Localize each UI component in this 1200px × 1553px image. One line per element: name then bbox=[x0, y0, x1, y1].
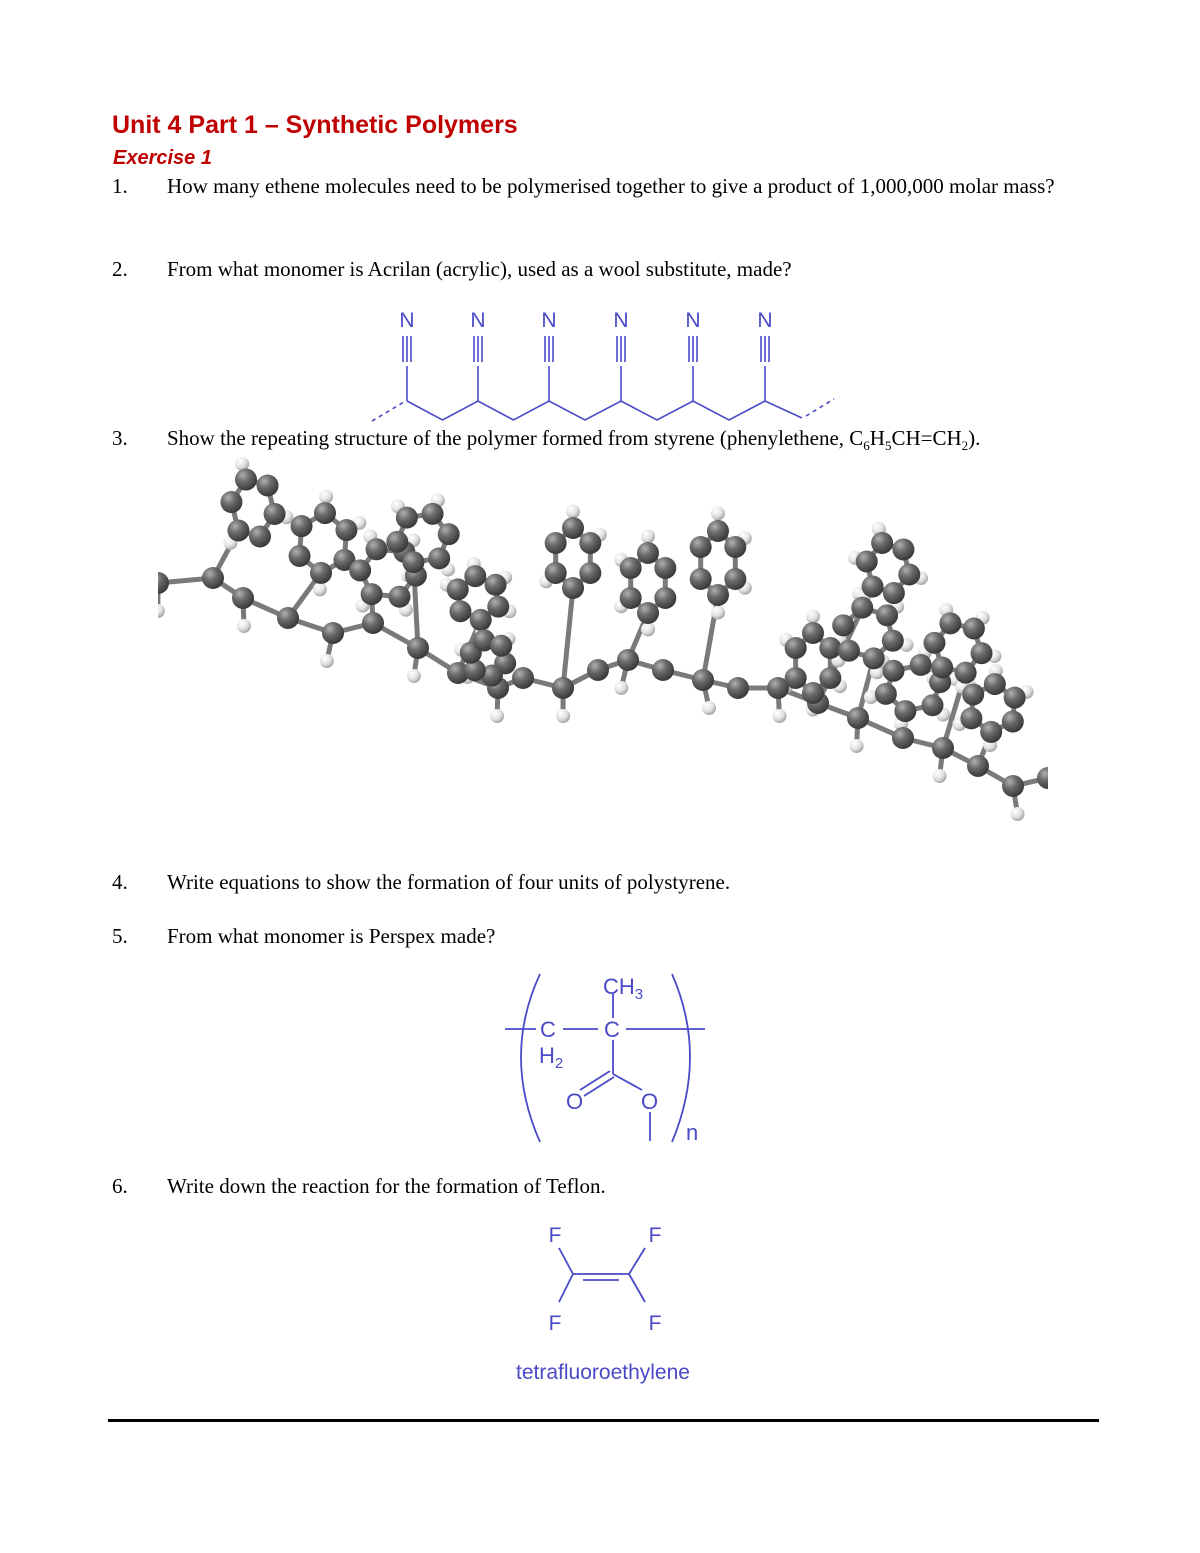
carbon-atom bbox=[652, 659, 674, 681]
carbon-atom bbox=[724, 536, 746, 558]
carbon-atom bbox=[1037, 767, 1048, 789]
carbon-atom bbox=[637, 602, 659, 624]
carbon-atom bbox=[220, 491, 242, 513]
left-bracket bbox=[521, 974, 540, 1142]
carbon-atom bbox=[335, 519, 357, 541]
carbon-atom bbox=[690, 536, 712, 558]
hydrogen-atom bbox=[641, 530, 655, 544]
fluorine-label: F bbox=[548, 1224, 562, 1247]
question-text: From what monomer is Acrilan (acrylic), used as a wool substitute, made? bbox=[167, 257, 792, 281]
hydrogen-atom bbox=[320, 654, 334, 668]
right-bracket bbox=[672, 974, 690, 1142]
carbon-atom bbox=[447, 578, 469, 600]
question-4 bbox=[112, 868, 1092, 897]
question-1 bbox=[112, 172, 1092, 201]
carbon-atom bbox=[620, 587, 642, 609]
carbon-atom bbox=[361, 583, 383, 605]
carbon-atom bbox=[428, 547, 450, 569]
quaternary-carbon-label: C bbox=[604, 1017, 620, 1042]
q3-sub-5: 5 bbox=[884, 438, 892, 454]
carbon-atom bbox=[707, 520, 729, 542]
carbon-atom bbox=[692, 669, 714, 691]
carbon-atom bbox=[1004, 687, 1026, 709]
carbon-atom bbox=[923, 632, 945, 654]
carbon-atom bbox=[862, 576, 884, 598]
hydrogen-atom bbox=[490, 709, 504, 723]
carbon-atom bbox=[202, 567, 224, 589]
page-title: Unit 4 Part 1 – Synthetic Polymers bbox=[112, 111, 518, 139]
carbon-atom bbox=[875, 683, 897, 705]
carbon-atom bbox=[654, 587, 676, 609]
carbon-atom bbox=[264, 503, 286, 525]
carbon-atom bbox=[362, 612, 384, 634]
question-text: Write down the reaction for the formation of Teflon. bbox=[167, 1174, 606, 1198]
hydrogen-atom bbox=[711, 506, 725, 520]
carbon-atom bbox=[386, 531, 408, 553]
carbon-atom bbox=[832, 614, 854, 636]
question-number: 5. bbox=[112, 924, 128, 948]
carbon-atom bbox=[227, 519, 249, 541]
question-text: Write equations to show the formation of four units of polystyrene. bbox=[167, 870, 731, 894]
carbon-atom bbox=[407, 637, 429, 659]
bond-f-top-left bbox=[559, 1248, 573, 1274]
carbon-atom bbox=[871, 532, 893, 554]
carbon-atom bbox=[545, 532, 567, 554]
question-number: 2. bbox=[112, 257, 128, 281]
carbon-atom bbox=[422, 503, 444, 525]
carbon-atom bbox=[898, 564, 920, 586]
hydrogen-atom bbox=[556, 709, 570, 723]
carbon-atom bbox=[158, 572, 169, 594]
tetrafluoroethylene-caption: tetrafluoroethylene bbox=[516, 1361, 690, 1384]
hydrogen-atom bbox=[702, 701, 716, 715]
carbon-atom bbox=[883, 582, 905, 604]
carbon-atom bbox=[984, 673, 1006, 695]
hydrogen-atom bbox=[933, 769, 947, 783]
carbon-atom bbox=[490, 635, 512, 657]
hydrogen-atom bbox=[641, 623, 655, 637]
carbon-atom bbox=[389, 586, 411, 608]
carbon-atom bbox=[876, 604, 898, 626]
carbon-atom bbox=[892, 538, 914, 560]
carbon-atom bbox=[512, 667, 534, 689]
carbon-atom bbox=[562, 517, 584, 539]
q3-text-ch: CH=CH bbox=[891, 426, 962, 450]
q3-text-h: H bbox=[869, 426, 885, 450]
carbon-atom bbox=[637, 542, 659, 564]
carbon-atom bbox=[470, 609, 492, 631]
bond-f-top-right bbox=[629, 1248, 645, 1274]
question-number: 6. bbox=[112, 1174, 128, 1198]
carbonyl-oxygen-label: O bbox=[566, 1089, 584, 1114]
nitrogen-label: N bbox=[757, 309, 773, 332]
carbon-atom bbox=[314, 502, 336, 524]
hydrogen-atom bbox=[806, 610, 820, 624]
carbon-atom bbox=[971, 642, 993, 664]
chain-continuation-right bbox=[806, 399, 834, 416]
carbon-atom bbox=[349, 559, 371, 581]
q3-text-before: Show the repeating structure of the polymer formed from styrene (phenylethene, C bbox=[167, 426, 864, 450]
hydrogen-atom bbox=[319, 490, 333, 504]
bond-c-o bbox=[613, 1074, 642, 1090]
acrilan-structure-figure bbox=[360, 298, 840, 428]
ch2-carbon-label: C bbox=[540, 1017, 556, 1042]
carbon-atom bbox=[802, 622, 824, 644]
double-bond-o-1 bbox=[580, 1071, 610, 1090]
question-6 bbox=[112, 1172, 1092, 1201]
hydrogen-atom bbox=[711, 606, 725, 620]
carbon-atom bbox=[962, 683, 984, 705]
carbon-atom bbox=[310, 562, 332, 584]
perspex-structure-figure bbox=[500, 966, 715, 1146]
carbon-atom bbox=[960, 707, 982, 729]
carbon-atom bbox=[690, 568, 712, 590]
carbon-atom bbox=[464, 565, 486, 587]
polymer-backbone bbox=[407, 401, 802, 420]
carbon-atom bbox=[654, 557, 676, 579]
hydrogen-atom bbox=[614, 681, 628, 695]
fluorine-label: F bbox=[648, 1224, 662, 1247]
hydrogen-atom bbox=[158, 604, 165, 618]
carbon-atom bbox=[257, 475, 279, 497]
carbon-atom bbox=[931, 656, 953, 678]
ch3-label: $CH_3$ bbox=[603, 974, 644, 1003]
carbon-atom bbox=[449, 600, 471, 622]
repeat-n-label: n bbox=[686, 1120, 699, 1145]
hydrogen-atom bbox=[313, 582, 327, 596]
hydrogen-atom bbox=[772, 709, 786, 723]
carbon-atom bbox=[932, 737, 954, 759]
tetrafluoroethylene-figure bbox=[495, 1218, 715, 1390]
carbon-atom bbox=[882, 660, 904, 682]
nitrogen-label: N bbox=[541, 309, 557, 332]
q3-sub-2: 2 bbox=[961, 438, 969, 454]
nitrogen-label: N bbox=[685, 309, 701, 332]
polystyrene-ball-and-stick-model bbox=[158, 448, 1048, 840]
carbon-atom bbox=[851, 597, 873, 619]
carbon-atom bbox=[856, 550, 878, 572]
chain-continuation-left bbox=[372, 402, 404, 421]
carbon-atom bbox=[939, 612, 961, 634]
carbon-atom bbox=[847, 707, 869, 729]
question-number: 4. bbox=[112, 870, 128, 894]
exercise-subtitle: Exercise 1 bbox=[113, 147, 212, 169]
hydrogen-atom bbox=[1011, 807, 1025, 821]
q3-text-after: ). bbox=[968, 426, 981, 450]
carbon-atom bbox=[322, 622, 344, 644]
carbon-atom bbox=[545, 562, 567, 584]
hydrogen-atom bbox=[407, 669, 421, 683]
nitrogen-label: N bbox=[399, 309, 415, 332]
carbon-atom bbox=[727, 677, 749, 699]
nitrogen-label: N bbox=[470, 309, 486, 332]
carbon-atom bbox=[1002, 775, 1024, 797]
carbon-atom bbox=[579, 532, 601, 554]
carbon-atom bbox=[552, 677, 574, 699]
carbon-atom bbox=[235, 469, 257, 491]
fluorine-label: F bbox=[548, 1312, 562, 1335]
hydrogen-atom bbox=[237, 619, 251, 633]
carbon-atom bbox=[707, 584, 729, 606]
carbon-atom bbox=[802, 682, 824, 704]
carbon-atom bbox=[892, 727, 914, 749]
question-number: 1. bbox=[112, 174, 128, 198]
carbon-atom bbox=[955, 662, 977, 684]
question-text: How many ethene molecules need to be polymerised together to give a product of 1,000,000 molar mass? bbox=[167, 174, 1055, 198]
carbon-atom bbox=[819, 667, 841, 689]
carbon-atom bbox=[863, 647, 885, 669]
carbon-atom bbox=[396, 507, 418, 529]
carbon-atom bbox=[967, 755, 989, 777]
carbon-atom bbox=[249, 525, 271, 547]
nitrogen-label: N bbox=[613, 309, 629, 332]
carbon-atom bbox=[617, 649, 639, 671]
carbon-atom bbox=[365, 538, 387, 560]
question-5 bbox=[112, 922, 1092, 951]
carbon-atom bbox=[620, 557, 642, 579]
question-number: 3. bbox=[112, 426, 128, 450]
hydrogen-atom bbox=[566, 505, 580, 519]
carbon-atom bbox=[291, 515, 313, 537]
carbon-atom bbox=[838, 640, 860, 662]
carbon-atom bbox=[910, 654, 932, 676]
carbon-atom bbox=[232, 587, 254, 609]
carbon-atom bbox=[562, 577, 584, 599]
carbon-atom bbox=[894, 700, 916, 722]
carbon-atom bbox=[882, 630, 904, 652]
bond-f-bottom-left bbox=[559, 1274, 573, 1302]
carbon-atom bbox=[289, 545, 311, 567]
fluorine-label: F bbox=[648, 1312, 662, 1335]
question-text: From what monomer is Perspex made? bbox=[167, 924, 496, 948]
carbon-atom bbox=[785, 637, 807, 659]
q3-sub-6: 6 bbox=[863, 438, 870, 454]
carbon-atom bbox=[980, 721, 1002, 743]
molecule-bond bbox=[563, 588, 573, 688]
carbon-atom bbox=[485, 574, 507, 596]
carbon-atom bbox=[963, 618, 985, 640]
ester-oxygen-label: O bbox=[641, 1089, 659, 1114]
bond-f-bottom-right bbox=[629, 1274, 645, 1302]
hydrogen-atom bbox=[850, 739, 864, 753]
carbon-atom bbox=[438, 523, 460, 545]
carbon-atom bbox=[1002, 711, 1024, 733]
footer-rule bbox=[108, 1419, 1099, 1422]
double-bond-o-2 bbox=[584, 1077, 614, 1096]
carbon-atom bbox=[579, 562, 601, 584]
carbon-atom bbox=[785, 667, 807, 689]
carbon-atom bbox=[819, 637, 841, 659]
carbon-atom bbox=[922, 694, 944, 716]
carbon-atom bbox=[587, 659, 609, 681]
carbon-atom bbox=[402, 551, 424, 573]
carbon-atom bbox=[724, 568, 746, 590]
question-2 bbox=[112, 255, 1092, 284]
carbon-atom bbox=[487, 596, 509, 618]
carbon-atom bbox=[277, 607, 299, 629]
h2-label: $H_2$ bbox=[539, 1043, 564, 1072]
